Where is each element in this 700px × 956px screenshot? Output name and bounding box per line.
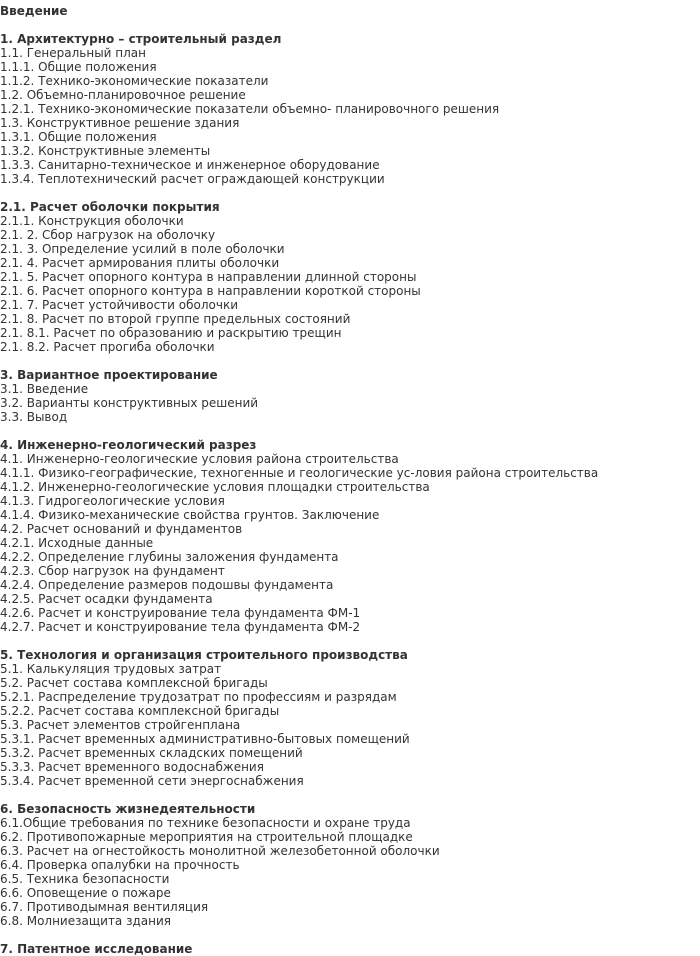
toc-item: 5.1. Калькуляция трудовых затрат <box>0 662 222 676</box>
toc-item: 4.2.6. Расчет и конструирование тела фундамента ФМ-1 <box>0 606 361 620</box>
toc-item: 5.3.4. Расчет временной сети энергоснабжения <box>0 774 304 788</box>
toc-item: 6.2. Противопожарные мероприятия на строительной площадке <box>0 830 413 844</box>
toc-item: 1.3.1. Общие положения <box>0 130 157 144</box>
toc-item: 1.3. Конструктивное решение здания <box>0 116 240 130</box>
toc-item: 1.1. Генеральный план <box>0 46 147 60</box>
section-heading: 2.1. Расчет оболочки покрытия <box>0 200 220 214</box>
toc-item: 3.2. Варианты конструктивных решений <box>0 396 259 410</box>
toc-item: 4.1. Инженерно-геологические условия района строительства <box>0 452 399 466</box>
toc-item: 6.5. Техника безопасности <box>0 872 170 886</box>
toc-item: 4.2.7. Расчет и конструирование тела фундамента ФМ-2 <box>0 620 361 634</box>
toc-item: 2.1. 8. Расчет по второй группе предельных состояний <box>0 312 351 326</box>
toc-item: 6.7. Противодымная вентиляция <box>0 900 209 914</box>
toc-item: 2.1.1. Конструкция оболочки <box>0 214 184 228</box>
section-heading: 3. Вариантное проектирование <box>0 368 218 382</box>
spacer <box>0 788 700 802</box>
spacer <box>0 928 700 942</box>
toc-item: 1.2. Объемно-планировочное решение <box>0 88 246 102</box>
toc-item: 3.1. Введение <box>0 382 89 396</box>
spacer <box>0 186 700 200</box>
section-heading: Введение <box>0 4 68 18</box>
toc-item: 5.2. Расчет состава комплексной бригады <box>0 676 268 690</box>
toc-item: 2.1. 7. Расчет устойчивости оболочки <box>0 298 239 312</box>
toc-item: 6.6. Оповещение о пожаре <box>0 886 171 900</box>
toc-item: 4.1.2. Инженерно-геологические условия площадки строительства <box>0 480 430 494</box>
spacer <box>0 18 700 32</box>
toc-item: 1.3.2. Конструктивные элементы <box>0 144 211 158</box>
toc-item: 5.3.1. Расчет временных административно-бытовых помещений <box>0 732 410 746</box>
toc-item: 1.1.2. Технико-экономические показатели <box>0 74 269 88</box>
toc-item: 2.1. 8.1. Расчет по образованию и раскрытию трещин <box>0 326 342 340</box>
toc-item: 4.2.3. Сбор нагрузок на фундамент <box>0 564 225 578</box>
toc-item: 4.2.4. Определение размеров подошвы фундамента <box>0 578 334 592</box>
toc-item: 2.1. 6. Расчет опорного контура в направлении короткой стороны <box>0 284 421 298</box>
toc-item: 4.2.2. Определение глубины заложения фундамента <box>0 550 339 564</box>
toc-item: 2.1. 8.2. Расчет прогиба оболочки <box>0 340 215 354</box>
toc-item: 4.1.4. Физико-механические свойства грунтов. Заключение <box>0 508 380 522</box>
section-heading: 5. Технология и организация строительного производства <box>0 648 408 662</box>
spacer <box>0 354 700 368</box>
toc-item: 2.1. 4. Расчет армирования плиты оболочки <box>0 256 280 270</box>
spacer <box>0 424 700 438</box>
toc-item: 5.2.1. Распределение трудозатрат по профессиям и разрядам <box>0 690 397 704</box>
toc-item: 5.3.3. Расчет временного водоснабжения <box>0 760 264 774</box>
toc-item: 4.2.5. Расчет осадки фундамента <box>0 592 213 606</box>
toc-item: 5.3. Расчет элементов стройгенплана <box>0 718 241 732</box>
toc-item: 6.4. Проверка опалубки на прочность <box>0 858 240 872</box>
toc-item: 1.3.3. Санитарно-техническое и инженерное оборудование <box>0 158 380 172</box>
toc-item: 3.3. Вывод <box>0 410 68 424</box>
toc-item: 6.1.Общие требования по технике безопасности и охране труда <box>0 816 411 830</box>
section-heading: 1. Архитектурно – строительный раздел <box>0 32 282 46</box>
toc-item: 6.8. Молниезащита здания <box>0 914 171 928</box>
toc-item: 4.1.3. Гидрогеологические условия <box>0 494 225 508</box>
toc-item: 1.1.1. Общие положения <box>0 60 157 74</box>
toc-item: 6.3. Расчет на огнестойкость монолитной железобетонной оболочки <box>0 844 440 858</box>
section-heading: 7. Патентное исследование <box>0 942 193 956</box>
toc-item: 5.2.2. Расчет состава комплексной бригады <box>0 704 280 718</box>
section-heading: 4. Инженерно-геологический разрез <box>0 438 257 452</box>
toc-item: 1.3.4. Теплотехнический расчет ограждающей конструкции <box>0 172 385 186</box>
toc-item: 4.1.1. Физико-географические, техногенные и геологические ус-ловия района строительства <box>0 466 599 480</box>
section-heading: 6. Безопасность жизнедеятельности <box>0 802 256 816</box>
toc-item: 2.1. 2. Сбор нагрузок на оболочку <box>0 228 216 242</box>
spacer <box>0 634 700 648</box>
toc-item: 1.2.1. Технико-экономические показатели объемно- планировочного решения <box>0 102 500 116</box>
toc-item: 5.3.2. Расчет временных складских помещений <box>0 746 303 760</box>
toc-item: 2.1. 5. Расчет опорного контура в направлении длинной стороны <box>0 270 417 284</box>
toc-item: 2.1. 3. Определение усилий в поле оболочки <box>0 242 285 256</box>
toc-item: 4.2.1. Исходные данные <box>0 536 154 550</box>
toc-item: 4.2. Расчет оснований и фундаментов <box>0 522 243 536</box>
